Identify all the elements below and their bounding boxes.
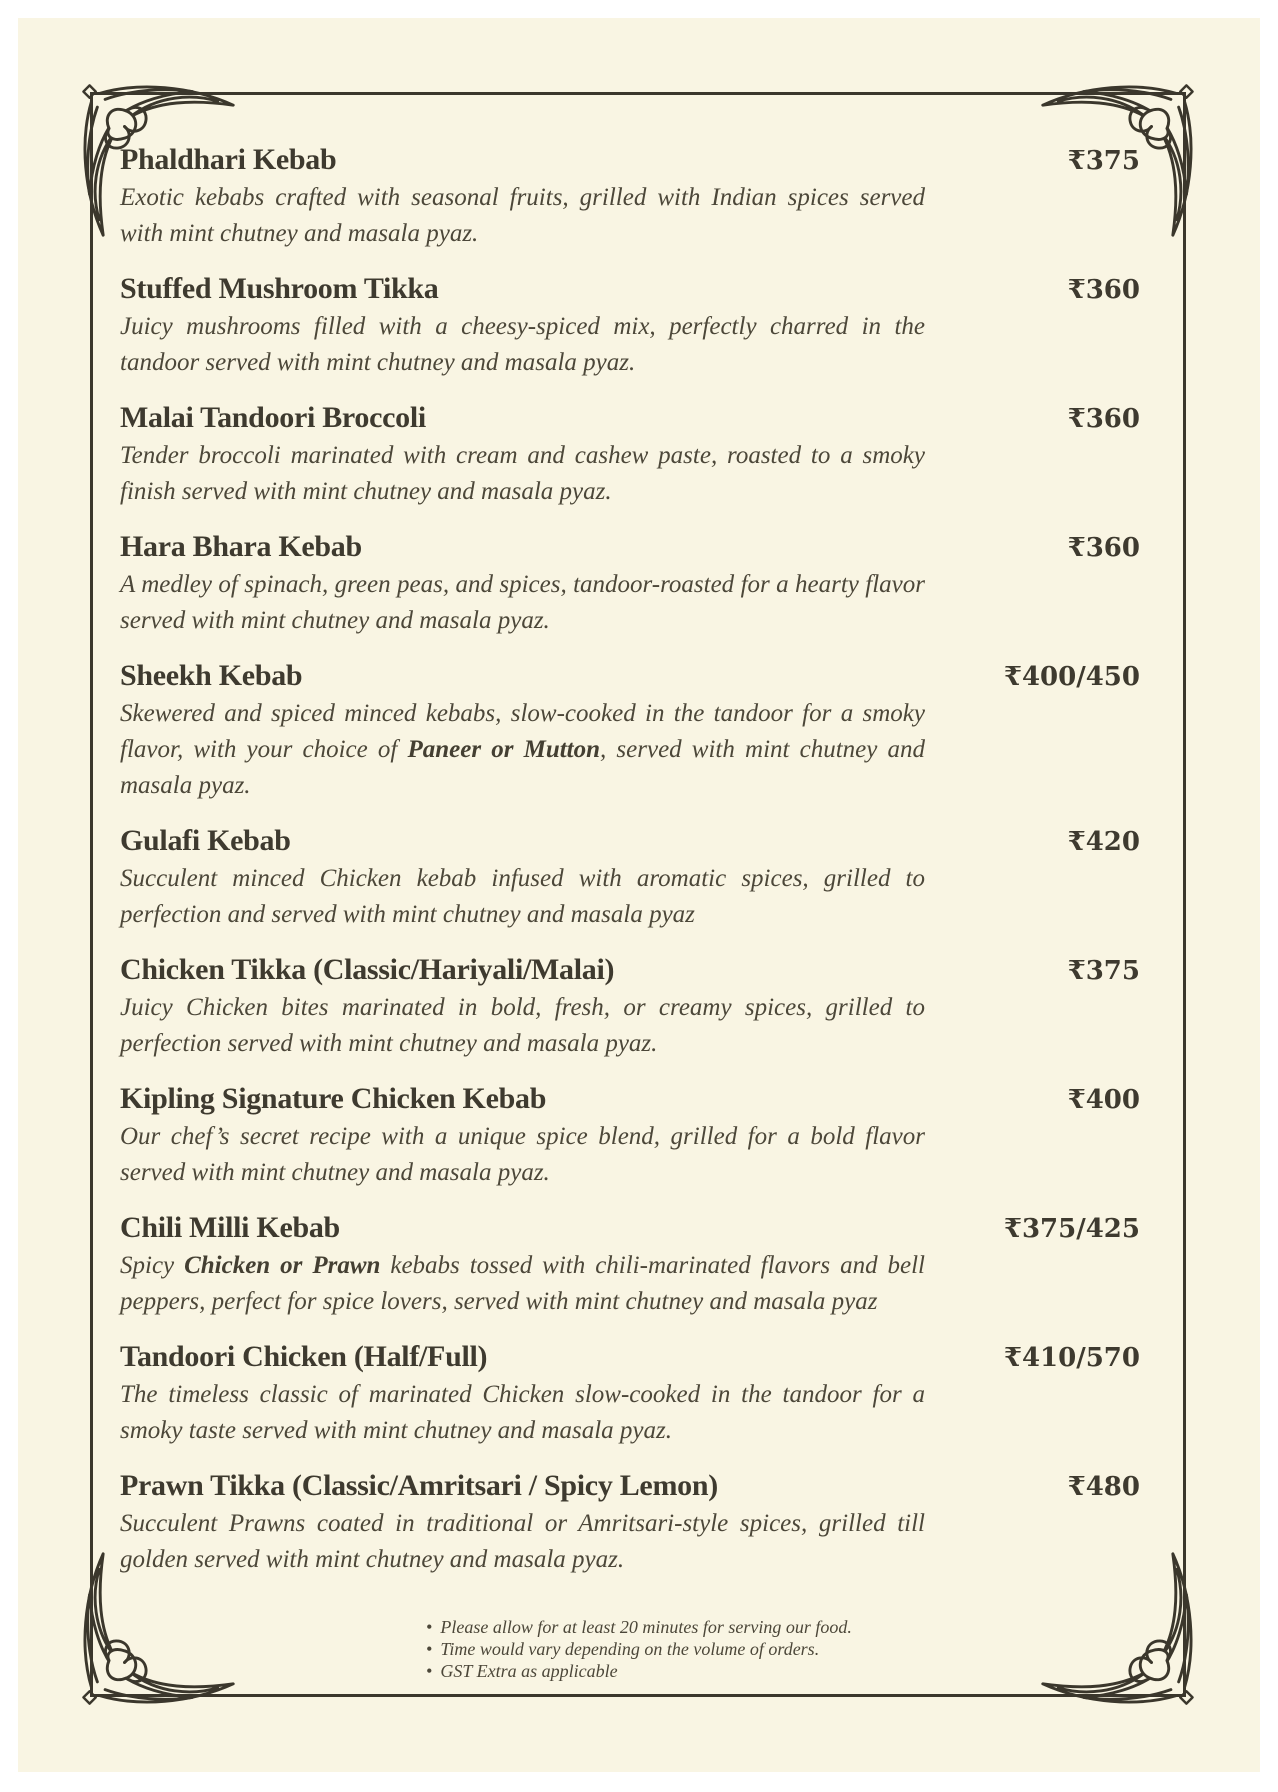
- item-name: Prawn Tikka (Classic/Amritsari / Spicy Lemon): [120, 1469, 718, 1502]
- item-price: ₹375: [1067, 956, 1140, 986]
- menu-item-header: [120, 273, 1140, 306]
- menu-item-header: [120, 402, 1140, 435]
- menu-item: [120, 1083, 1140, 1191]
- item-name: Sheekh Kebab: [120, 659, 303, 692]
- menu-item: [120, 1212, 1140, 1320]
- menu-item: [120, 825, 1140, 933]
- menu-item: [120, 954, 1140, 1062]
- footer-notes: [426, 1616, 852, 1682]
- item-name: Malai Tandoori Broccoli: [120, 401, 426, 434]
- menu-item-header: [120, 144, 1140, 177]
- menu-items: [120, 144, 1140, 1599]
- footer-note-text: Time would vary depending on the volume of orders.: [440, 1639, 820, 1659]
- item-price: ₹360: [1067, 275, 1140, 305]
- footer-note: [426, 1660, 852, 1682]
- item-description: Skewered and spiced minced kebabs, slow-cooked in the tandoor for a smoky flavor, with your choice of Paneer or Mutton, served with mint chutney and masala pyaz.: [120, 700, 925, 799]
- footer: [0, 1616, 1278, 1682]
- item-description: Spicy Chicken or Prawn kebabs tossed with chili-marinated flavors and bell peppers, perfect for spice lovers, served with mint chutney and masala pyaz: [120, 1252, 926, 1315]
- menu-item: [120, 531, 1140, 639]
- item-description: Succulent minced Chicken kebab infused with aromatic spices, grilled to perfection and served with mint chutney and masala pyaz: [120, 865, 925, 928]
- footer-note-text: Please allow for at least 20 minutes for serving our food.: [440, 1617, 852, 1637]
- menu-item: [120, 660, 1140, 804]
- item-price: ₹410/570: [1003, 1343, 1140, 1373]
- menu-item-header: [120, 954, 1140, 987]
- item-description: Exotic kebabs crafted with seasonal fruits, grilled with Indian spices served with mint chutney and masala pyaz.: [120, 184, 925, 247]
- menu-item-header: [120, 825, 1140, 858]
- menu-item: [120, 1341, 1140, 1449]
- footer-note: [426, 1638, 852, 1660]
- item-price: ₹375: [1067, 146, 1140, 176]
- item-description: Juicy mushrooms filled with a cheesy-spiced mix, perfectly charred in the tandoor served with mint chutney and masala pyaz.: [120, 313, 925, 376]
- menu-item: [120, 402, 1140, 510]
- menu-item-header: [120, 1083, 1140, 1116]
- item-name: Gulafi Kebab: [120, 824, 291, 857]
- item-name: Chicken Tikka (Classic/Hariyali/Malai): [120, 953, 615, 986]
- item-name: Hara Bhara Kebab: [120, 530, 362, 563]
- item-price: ₹420: [1067, 827, 1140, 857]
- item-price: ₹400/450: [1003, 662, 1140, 692]
- footer-note: [426, 1616, 852, 1638]
- item-description: Our chef’s secret recipe with a unique spice blend, grilled for a bold flavor served with mint chutney and masala pyaz.: [120, 1123, 925, 1186]
- item-description: A medley of spinach, green peas, and spices, tandoor-roasted for a hearty flavor served with mint chutney and masala pyaz.: [120, 571, 925, 634]
- item-price: ₹360: [1067, 533, 1140, 563]
- item-price: ₹360: [1067, 404, 1140, 434]
- menu-item-header: [120, 531, 1140, 564]
- item-description: Succulent Prawns coated in traditional or Amritsari-style spices, grilled till golden served with mint chutney and masala pyaz.: [120, 1510, 925, 1573]
- menu-item: [120, 144, 1140, 252]
- item-price: ₹400: [1067, 1085, 1140, 1115]
- bullet-dot-icon: •: [426, 1661, 433, 1681]
- menu-item-header: [120, 1212, 1140, 1245]
- item-price: ₹375/425: [1003, 1214, 1140, 1244]
- item-description: Juicy Chicken bites marinated in bold, fresh, or creamy spices, grilled to perfection served with mint chutney and masala pyaz.: [120, 994, 925, 1057]
- menu-item-header: [120, 1470, 1140, 1503]
- item-description: Tender broccoli marinated with cream and cashew paste, roasted to a smoky finish served with mint chutney and masala pyaz.: [120, 442, 925, 505]
- item-description: The timeless classic of marinated Chicken slow-cooked in the tandoor for a smoky taste served with mint chutney and masala pyaz.: [120, 1381, 925, 1444]
- item-name: Tandoori Chicken (Half/Full): [120, 1340, 488, 1373]
- menu-item-header: [120, 660, 1140, 693]
- menu-item: [120, 1470, 1140, 1578]
- item-name: Kipling Signature Chicken Kebab: [120, 1082, 547, 1115]
- item-name: Stuffed Mushroom Tikka: [120, 272, 439, 305]
- bullet-dot-icon: •: [426, 1617, 433, 1637]
- bullet-dot-icon: •: [426, 1639, 433, 1659]
- menu-item-header: [120, 1341, 1140, 1374]
- item-name: Chili Milli Kebab: [120, 1211, 340, 1244]
- item-name: Phaldhari Kebab: [120, 143, 337, 176]
- item-price: ₹480: [1067, 1472, 1140, 1502]
- footer-note-text: GST Extra as applicable: [440, 1661, 618, 1681]
- menu-item: [120, 273, 1140, 381]
